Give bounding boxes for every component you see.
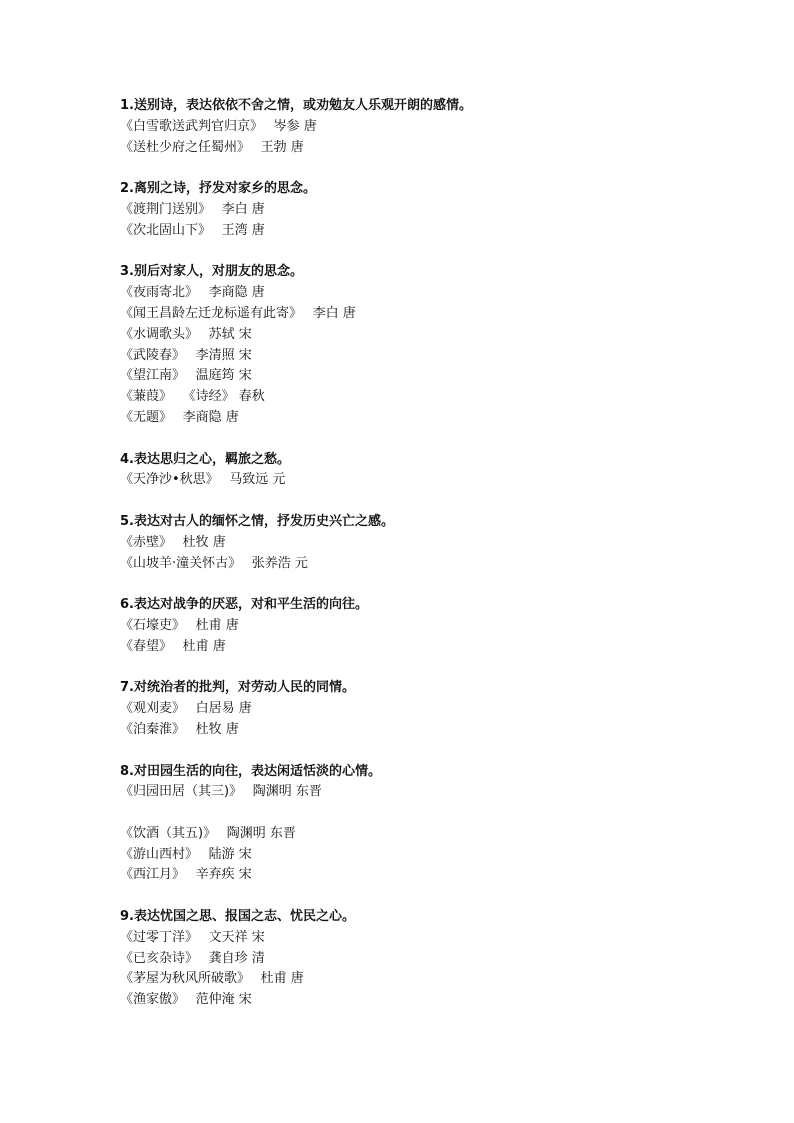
- poem-entry: 《水调歌头》 苏轼 宋: [120, 326, 252, 342]
- poem-entry: 《石壕吏》 杜甫 唐: [120, 617, 239, 633]
- section-9: [120, 907, 740, 1011]
- spacer: [120, 491, 740, 512]
- poem-entry-blank: [120, 803, 740, 824]
- section-heading: 4.表达思归之心，羁旅之愁。: [120, 451, 290, 467]
- poem-entry: 《游山西村》 陆游 宋: [120, 846, 252, 862]
- poem-entry: 《闻王昌龄左迁龙标遥有此寄》 李白 唐: [120, 305, 356, 321]
- section-8: [120, 762, 740, 887]
- section-heading: 7.对统治者的批判，对劳动人民的同情。: [120, 680, 355, 696]
- spacer: [120, 658, 740, 679]
- spacer: [120, 741, 740, 762]
- section-6: [120, 595, 740, 657]
- section-heading: 8.对田园生活的向往，表达闲适恬淡的心情。: [120, 763, 381, 779]
- poem-entry: 《渔家傲》 范仲淹 宋: [120, 992, 252, 1008]
- poem-entry: 《天净沙•秋思》 马致远 元: [120, 472, 286, 488]
- section-2: [120, 179, 740, 241]
- poem-entry: 《过零丁洋》 文天祥 宋: [120, 929, 265, 945]
- poem-entry: 《西江月》 辛弃疾 宋: [120, 867, 252, 883]
- section-heading: 9.表达忧国之思、报国之志、忧民之心。: [120, 909, 355, 925]
- poem-entry: 《望江南》 温庭筠 宋: [120, 368, 252, 384]
- poem-entry: 《饮酒（其五)》 陶渊明 东晋: [120, 825, 296, 841]
- section-heading: 1.送别诗，表达依依不舍之情，或劝勉友人乐观开朗的感情。: [120, 98, 472, 113]
- spacer: [120, 886, 740, 907]
- section-heading: 3.别后对家人，对朋友的思念。: [120, 264, 303, 280]
- poem-entry: 《夜雨寄北》 李商隐 唐: [120, 285, 265, 301]
- spacer: [120, 574, 740, 595]
- document-page: [120, 96, 740, 1011]
- poem-entry: 《观刈麦》 白居易 唐: [120, 701, 252, 717]
- section-heading: 6.表达对战争的厌恶，对和平生活的向往。: [120, 597, 368, 613]
- section-5: [120, 512, 740, 574]
- spacer: [120, 429, 740, 450]
- poem-entry: 《已亥杂诗》 龚自珍 清: [120, 950, 265, 966]
- poem-entry: 《山坡羊·潼关怀古》 张养浩 元: [120, 555, 308, 571]
- section-4: [120, 450, 740, 492]
- poem-entry: 《武陵春》 李清照 宋: [120, 347, 252, 363]
- spacer: [120, 158, 740, 179]
- poem-entry: 《赤壁》 杜牧 唐: [120, 534, 226, 550]
- poem-entry: 《渡荆门送别》 李白 唐: [120, 201, 265, 217]
- section-heading: 5.表达对古人的缅怀之情，抒发历史兴亡之感。: [120, 513, 394, 529]
- section-heading: 2.离别之诗，抒发对家乡的思念。: [120, 181, 316, 197]
- section-1: [120, 96, 740, 158]
- poem-entry: 《次北固山下》 王湾 唐: [120, 222, 265, 238]
- poem-entry: 《蒹葭》 《诗经》 春秋: [120, 389, 265, 405]
- poem-entry: 《无题》 李商隐 唐: [120, 409, 239, 425]
- poem-entry: 《茅屋为秋风所破歌》 杜甫 唐: [120, 971, 304, 987]
- poem-entry: 《春望》 杜甫 唐: [120, 638, 226, 654]
- poem-entry: 《归园田居（其三)》 陶渊明 东晋: [120, 784, 322, 800]
- spacer: [120, 242, 740, 263]
- poem-entry: 《泊秦淮》 杜牧 唐: [120, 721, 239, 737]
- section-7: [120, 678, 740, 740]
- section-3: [120, 262, 740, 428]
- poem-entry: 《送杜少府之任蜀州》 王勃 唐: [120, 139, 304, 155]
- poem-entry: 《白雪歌送武判官归京》 岑参 唐: [120, 118, 317, 134]
